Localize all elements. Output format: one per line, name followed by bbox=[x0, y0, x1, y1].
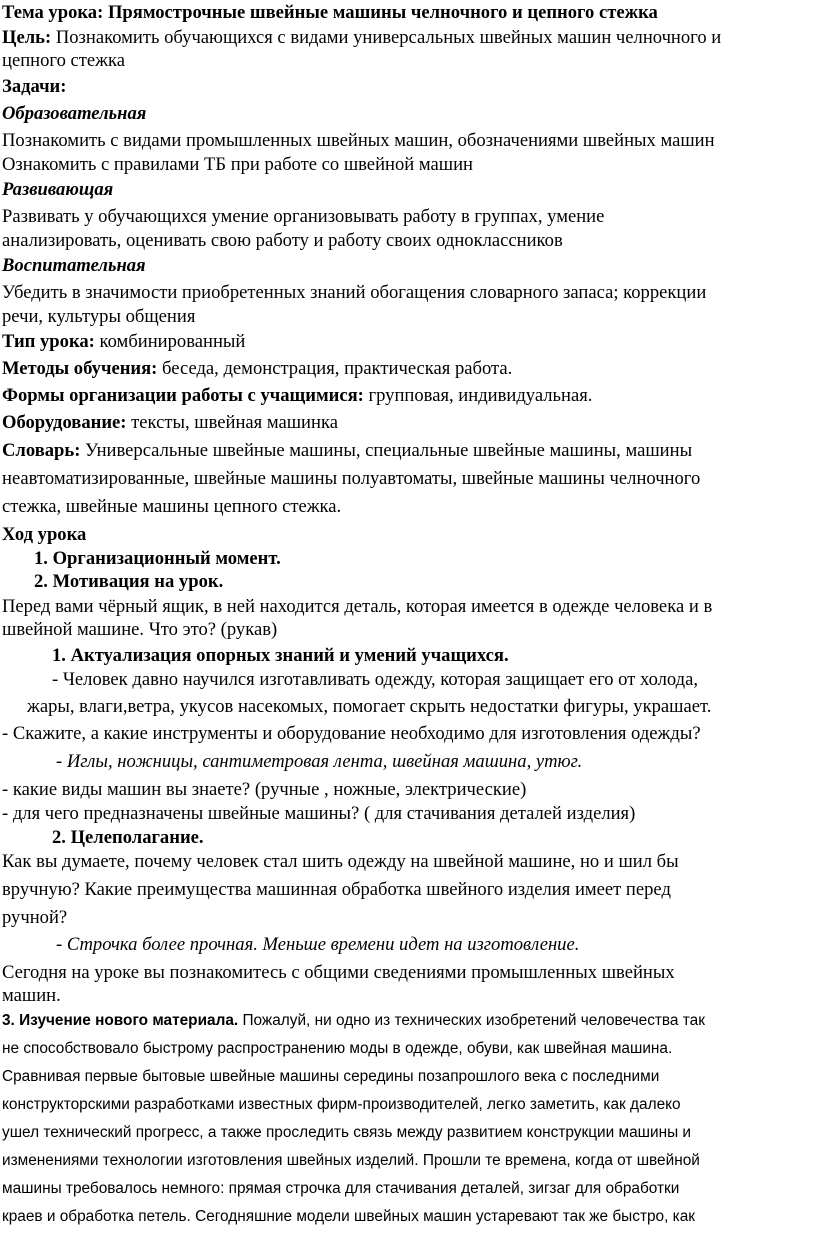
new-material-line-5: ушел технический прогресс, а также проследить связь между развитием конструкции машины и bbox=[2, 1124, 692, 1141]
goal-question-3: ручной? bbox=[2, 907, 68, 928]
new-material-line-7: машины требовалось немного: прямая строчка для стачивания деталей, зигзаг для обработки bbox=[2, 1180, 680, 1197]
course-title: Ход урока bbox=[2, 524, 87, 545]
goal-text-cont: цепного стежка bbox=[2, 50, 125, 71]
topic-value: Прямострочные швейные машины челночного и цепного стежка bbox=[107, 2, 658, 23]
goal-answer: - Строчка более прочная. Меньше времени идет на изготовление. bbox=[56, 934, 580, 955]
today-line-2: машин. bbox=[2, 985, 61, 1006]
dev-line-2: анализировать, оценивать свою работу и работу своих одноклассников bbox=[2, 230, 563, 251]
up-line-1: Убедить в значимости приобретенных знаний обогащения словарного запаса; коррекции bbox=[2, 282, 707, 303]
step-motivation: 2. Мотивация на урок. bbox=[34, 571, 224, 592]
goal-question-2: вручную? Какие преимущества машинная обработка швейного изделия имеет перед bbox=[2, 879, 671, 900]
vocab-line-1: Словарь: Универсальные швейные машины, специальные швейные машины, машины bbox=[2, 440, 693, 461]
step-actualization: 1. Актуализация опорных знаний и умений учащихся. bbox=[52, 645, 509, 666]
topic-label: Тема урока: bbox=[2, 2, 104, 23]
edu-line-1: Познакомить с видами промышленных швейных машин, обозначениями швейных машин bbox=[2, 130, 715, 151]
dev-line-1: Развивать у обучающихся умение организовывать работу в группах, умение bbox=[2, 206, 605, 227]
tasks-title: Задачи: bbox=[2, 76, 67, 97]
today-line-1: Сегодня на уроке вы познакомитесь с общими сведениями промышленных швейных bbox=[2, 962, 675, 983]
new-material-line-6: изменениями технологии изготовления швейных изделий. Прошли те времена, когда от швейной bbox=[2, 1152, 700, 1169]
new-material-line-1: 3. Изучение нового материала. Пожалуй, ни одно из технических изобретений человечества так bbox=[2, 1012, 705, 1029]
motivation-line-1: Перед вами чёрный ящик, в ней находится деталь, которая имеется в одежде человека и в bbox=[2, 596, 713, 617]
question-1: - Скажите, а какие инструменты и оборудование необходимо для изготовления одежды? bbox=[2, 723, 701, 744]
dev-title: Развивающая bbox=[2, 179, 114, 200]
up-line-2: речи, культуры общения bbox=[2, 306, 196, 327]
goal-line bbox=[2, 27, 721, 49]
up-title: Воспитательная bbox=[2, 255, 146, 276]
actual-line-1: - Человек давно научился изготавливать одежду, которая защищает его от холода, bbox=[52, 669, 699, 690]
goal-label: Цель: bbox=[2, 27, 52, 48]
edu-line-2: Ознакомить с правилами ТБ при работе со швейной машин bbox=[2, 154, 473, 175]
new-material-line-8: краев и обработка петель. Сегодняшние модели швейных машин устаревают так же быстро, как bbox=[2, 1208, 696, 1225]
new-material-line-4: конструкторскими разработками известных фирм-производителей, легко заметить, как далеко bbox=[2, 1096, 681, 1113]
new-material-line-3: Сравнивая первые бытовые швейные машины середины позапрошлого века с последними bbox=[2, 1068, 660, 1085]
motivation-line-2: швейной машине. Что это? (рукав) bbox=[2, 619, 278, 640]
forms-line: Формы организации работы с учащимися: групповая, индивидуальная. bbox=[2, 385, 593, 406]
step-org: 1. Организационный момент. bbox=[34, 548, 281, 569]
equipment-line: Оборудование: тексты, швейная машинка bbox=[2, 412, 338, 433]
edu-title: Образовательная bbox=[2, 103, 147, 124]
methods-line: Методы обучения: беседа, демонстрация, практическая работа. bbox=[2, 358, 513, 379]
step-goal-setting: 2. Целеполагание. bbox=[52, 827, 204, 848]
actual-line-2: жары, влаги,ветра, укусов насекомых, помогает скрыть недостатки фигуры, украшает. bbox=[27, 696, 712, 717]
question-3: - для чего предназначены швейные машины? ( для стачивания деталей изделия) bbox=[2, 803, 636, 824]
topic-line bbox=[2, 2, 658, 24]
question-2: - какие виды машин вы знаете? (ручные , ножные, электрические) bbox=[2, 779, 527, 800]
new-material-line-2: не способствовало быстрому распространению моды в одежде, обуви, как швейная машина. bbox=[2, 1040, 673, 1057]
vocab-line-2: неавтоматизированные, швейные машины полуавтоматы, швейные машины челночного bbox=[2, 468, 701, 489]
vocab-line-3: стежка, швейные машины цепного стежка. bbox=[2, 496, 342, 517]
goal-text: Познакомить обучающихся с видами универсальных швейных машин челночного и bbox=[55, 27, 722, 48]
goal-question-1: Как вы думаете, почему человек стал шить одежду на швейной машине, но и шил бы bbox=[2, 851, 679, 872]
lesson-type-line: Тип урока: комбинированный bbox=[2, 331, 246, 352]
answer-1: - Иглы, ножницы, сантиметровая лента, швейная машина, утюг. bbox=[56, 751, 583, 772]
